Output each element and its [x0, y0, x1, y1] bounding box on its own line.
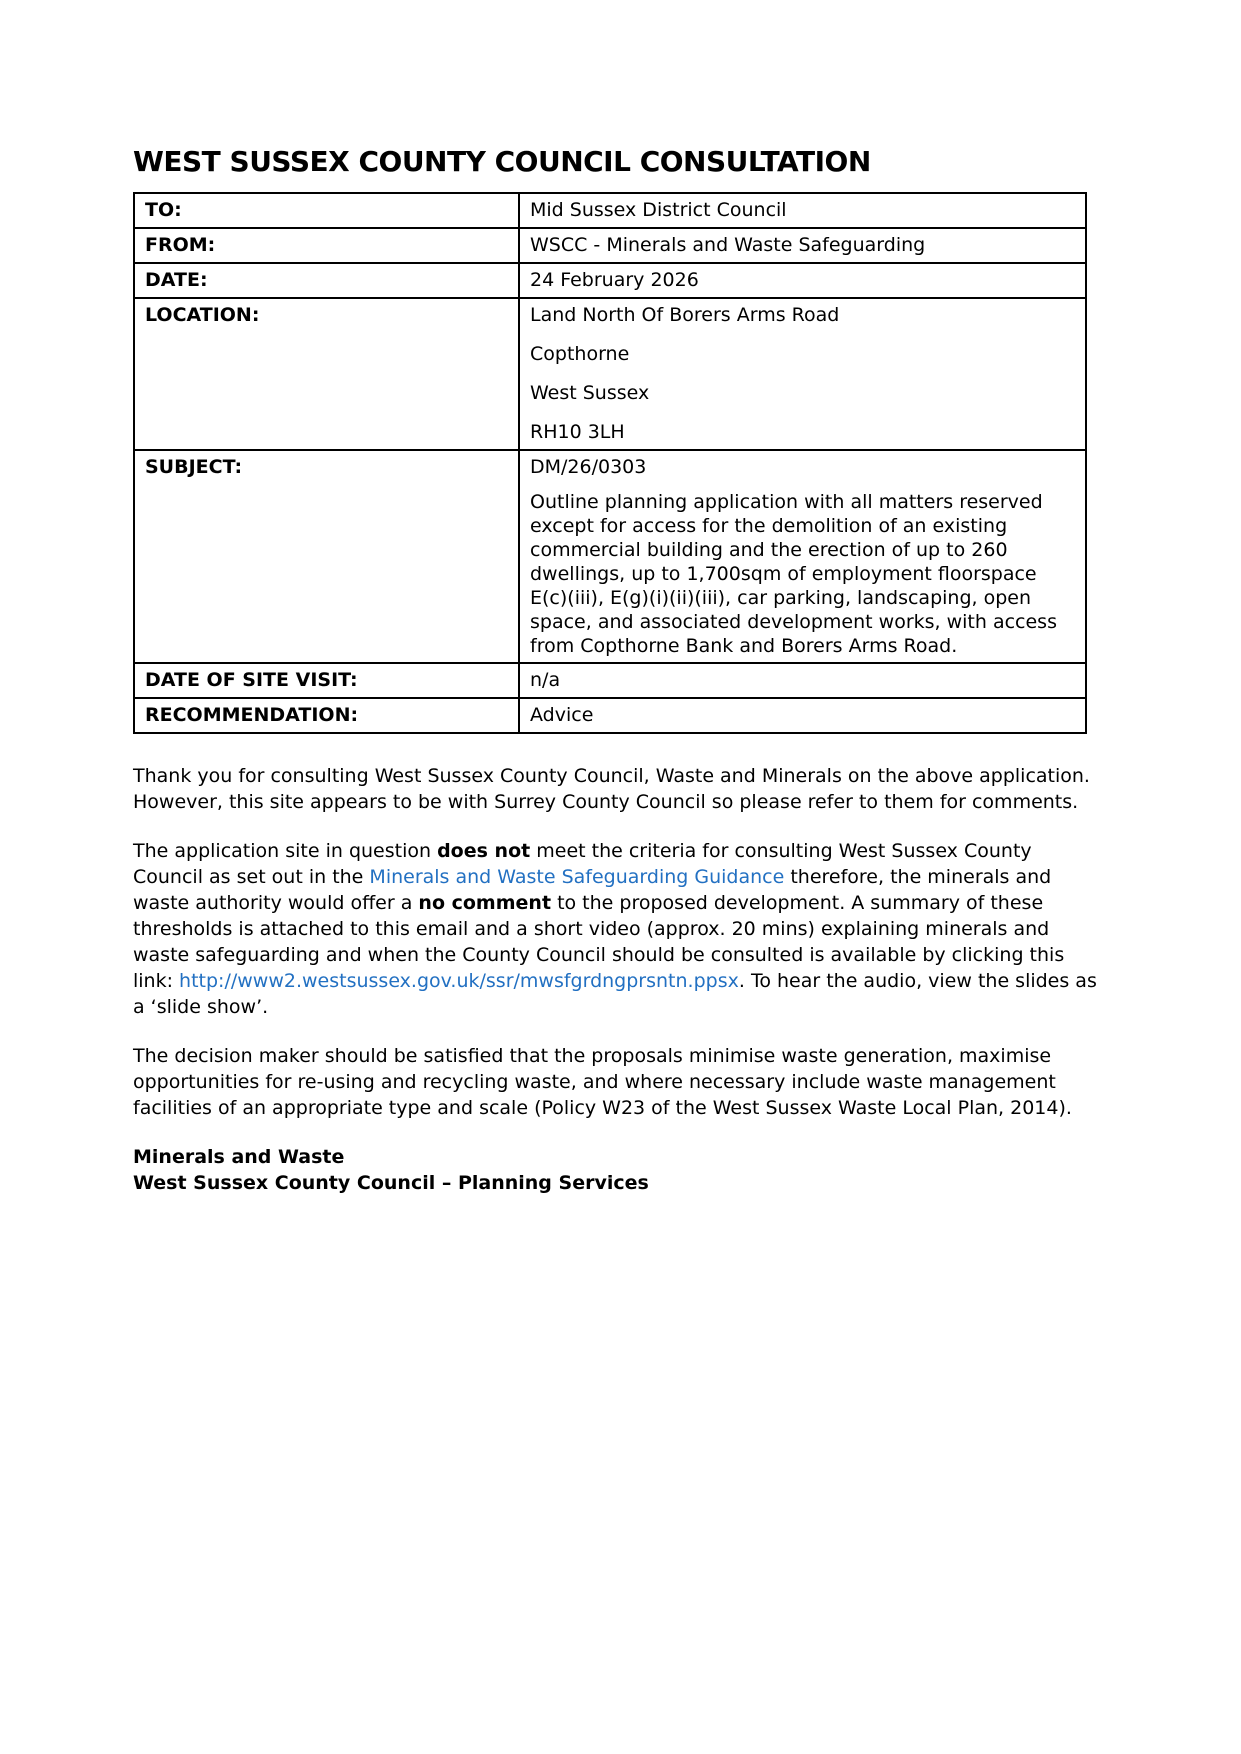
- row-value-location: [519, 298, 1086, 450]
- row-value-to: Mid Sussex District Council: [519, 193, 1086, 228]
- table-row-location: [134, 298, 1086, 450]
- paragraph-criteria: [133, 838, 1103, 1020]
- presentation-url-link[interactable]: http://www2.westsussex.gov.uk/ssr/mwsfgrdngprsntn.ppsx: [179, 970, 739, 992]
- signature-organisation: West Sussex County Council – Planning Services: [133, 1172, 649, 1194]
- table-row-date: [134, 263, 1086, 298]
- table-row-subject: [134, 450, 1086, 663]
- row-value-date: 24 February 2026: [519, 263, 1086, 298]
- row-label-subject: SUBJECT:: [134, 450, 519, 663]
- table-row-site-visit: [134, 663, 1086, 698]
- paragraph-decision: The decision maker should be satisfied that the proposals minimise waste generation, maximise opportunities for re-using and recycling waste, and where necessary include waste management facilities of an appropriate type and scale (Policy W23 of the West Sussex Waste Local Plan, 2014).: [133, 1045, 1072, 1119]
- row-label-recommendation: RECOMMENDATION:: [134, 698, 519, 733]
- page-title: WEST SUSSEX COUNTY COUNCIL CONSULTATION: [133, 145, 871, 178]
- paragraph-thanks: Thank you for consulting West Sussex County Council, Waste and Minerals on the above application. However, this site appears to be with Surrey County Council so please refer to them for comments.: [133, 765, 1090, 813]
- row-label-date: DATE:: [134, 263, 519, 298]
- consultation-meta-table: [133, 192, 1087, 734]
- text-segment: to the proposed development. A summary of these thresholds is attached to this email and a short video (approx. 20 mins) explaining minerals and waste safeguarding and when the County Council should be consulted is available by clicking this link:: [133, 892, 1065, 992]
- table-row-to: [134, 193, 1086, 228]
- row-value-recommendation: Advice: [519, 698, 1086, 733]
- signature-block: [133, 1144, 1241, 1196]
- table-row-from: [134, 228, 1086, 263]
- row-value-from: WSCC - Minerals and Waste Safeguarding: [519, 228, 1086, 263]
- text-segment: meet the criteria for consulting West Sussex County Council as set out in the: [133, 840, 1032, 888]
- signature-department: Minerals and Waste: [133, 1146, 345, 1168]
- text-segment: . To hear the audio, view the slides as a ‘slide show’.: [133, 970, 1097, 1018]
- location-address-line: Land North Of Borers Arms Road: [530, 304, 840, 326]
- text-segment: therefore, the minerals and waste authority would offer a: [133, 866, 1052, 914]
- text-segment: does not: [437, 840, 531, 862]
- location-address-line: RH10 3LH: [530, 421, 625, 443]
- table-row-recommendation: [134, 698, 1086, 733]
- row-label-from: FROM:: [134, 228, 519, 263]
- text-segment: no comment: [418, 892, 552, 914]
- row-label-site-visit: DATE OF SITE VISIT:: [134, 663, 519, 698]
- location-address-line: Copthorne: [530, 343, 630, 365]
- application-reference: DM/26/0303: [530, 456, 647, 478]
- location-address-line: West Sussex: [530, 382, 650, 404]
- application-description: Outline planning application with all matters reserved except for access for the demolition of an existing commercial building and the erection of up to 260 dwellings, up to 1,700sqm of employment floorspace E(c)(iii), E(g)(i)(ii)(iii), car parking, landscaping, open space, and associated development works, with access from Copthorne Bank and Borers Arms Road.: [530, 491, 1057, 657]
- row-label-to: TO:: [134, 193, 519, 228]
- safeguarding-guidance-link[interactable]: Minerals and Waste Safeguarding Guidance: [369, 866, 785, 888]
- row-value-site-visit: n/a: [519, 663, 1086, 698]
- row-value-subject: [519, 450, 1086, 663]
- row-label-location: LOCATION:: [134, 298, 519, 450]
- text-segment: The application site in question: [133, 840, 438, 862]
